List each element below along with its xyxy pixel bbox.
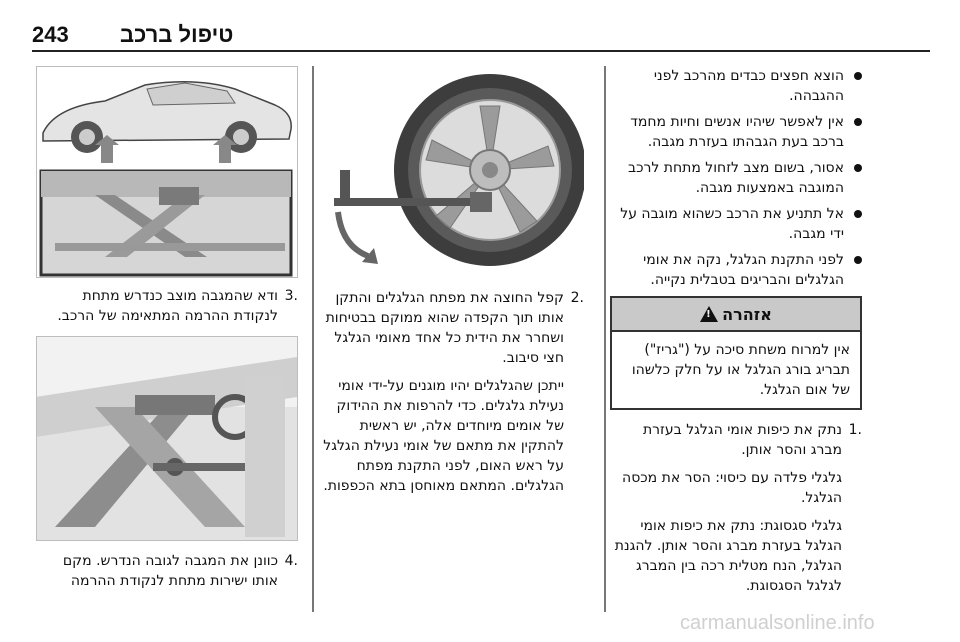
step-sub-text: ייתכן שהגלגלים יהיו מוגנים על-ידי אומי נעילת גלגלים. כדי להרפות את ההידוק של אומים מיוחדים אלה, יש ראשית להתקין את מתאם של אומי נעילת הגלגל על ראש האום, לפני התקנת מפתח הגלגלים. המתאם מאוחסן בתא הכפפות. [323, 378, 564, 494]
bullet-icon [854, 210, 862, 218]
step-4 [36, 551, 298, 591]
page-header [32, 22, 930, 52]
step-text: נתק את כיפות אומי הגלגל בעזרת מברג והסר אותן. [642, 422, 842, 458]
step-sub-text: גלגלי פלדה עם כיסוי: הסר את מכסה הגלגל. [622, 470, 842, 506]
list-item: אין לאפשר שיהיו אנשים וחיות מחמד ברכב בעת הגבהתו בעזרת מגבה. [610, 112, 862, 152]
watermark: carmanualsonline.info [680, 612, 875, 634]
list-item: אל תתניע את הרכב כשהוא מוגבה על ידי מגבה. [610, 204, 862, 244]
step-3 [36, 286, 298, 326]
jack-placement-illustration [36, 336, 298, 541]
middle-column [322, 66, 584, 504]
list-item: הוצא חפצים כבדים מהרכב לפני ההגבהה. [610, 66, 862, 106]
step-text: ודא שהמגבה מוצב כנדרש מתחת לנקודת ההרמה המתאימה של הרכב. [57, 288, 278, 324]
bullet-icon [854, 118, 862, 126]
wheel-wrench-illustration [322, 66, 584, 276]
step-text: קפל החוצה את מפתח הגלגלים והתקן אותו תוך הקפדה שהוא ממוקם בבטיחות ושחרר את הידית כל אחד מאומי הגלגל חצי סיבוב. [325, 290, 564, 366]
step-number: 4. [284, 553, 298, 569]
wheel-wrench-drawing [322, 66, 584, 276]
column-divider-right [604, 66, 606, 612]
column-divider-left [312, 66, 314, 612]
warning-triangle-icon [700, 306, 718, 322]
step-2 [322, 288, 584, 496]
step-number: 2. [570, 290, 584, 306]
warning-text: אין למרוח משחת סיכה על ("גריז") תבריג בורג הגלגל או על חלק כלשהו של אום הגלגל. [631, 342, 850, 398]
bullet-icon [854, 164, 862, 172]
list-item: לפני התקנת הגלגל, נקה את אומי הגלגלים והבריגים בטבלית נקייה. [610, 250, 862, 290]
step-number: 1. [848, 422, 862, 438]
step-sub-text: גלגלי סגסוגת: נתק את כיפות אומי הגלגל בעזרת מברג והסר אותן. להגנת הגלגל, הנח מטלית רכה בין המברג לגלגל הסגסוגת. [614, 518, 842, 594]
step-number: 3. [284, 288, 298, 304]
warning-body [612, 332, 860, 408]
section-title: טיפול ברכב [120, 22, 234, 47]
warning-box [610, 296, 862, 410]
step-1 [610, 420, 862, 596]
left-column [36, 66, 298, 599]
list-item: אסור, בשום מצב לזחול מתחת לרכב המוגבה באמצעות מגבה. [610, 158, 862, 198]
jack-placement-drawing [36, 337, 297, 541]
bullet-icon [854, 72, 862, 80]
car-jack-points-illustration [36, 66, 298, 278]
step-text: כוונן את המגבה לגובה הנדרש. מקם אותו ישירות מתחת לנקודת ההרמה [62, 553, 278, 589]
precautions-list [610, 66, 862, 290]
right-column [610, 66, 862, 604]
warning-title: אזהרה [722, 304, 772, 324]
warning-header [612, 298, 860, 332]
car-jack-points-drawing [36, 67, 297, 278]
bullet-icon [854, 256, 862, 264]
page-number: 243 [32, 22, 69, 47]
